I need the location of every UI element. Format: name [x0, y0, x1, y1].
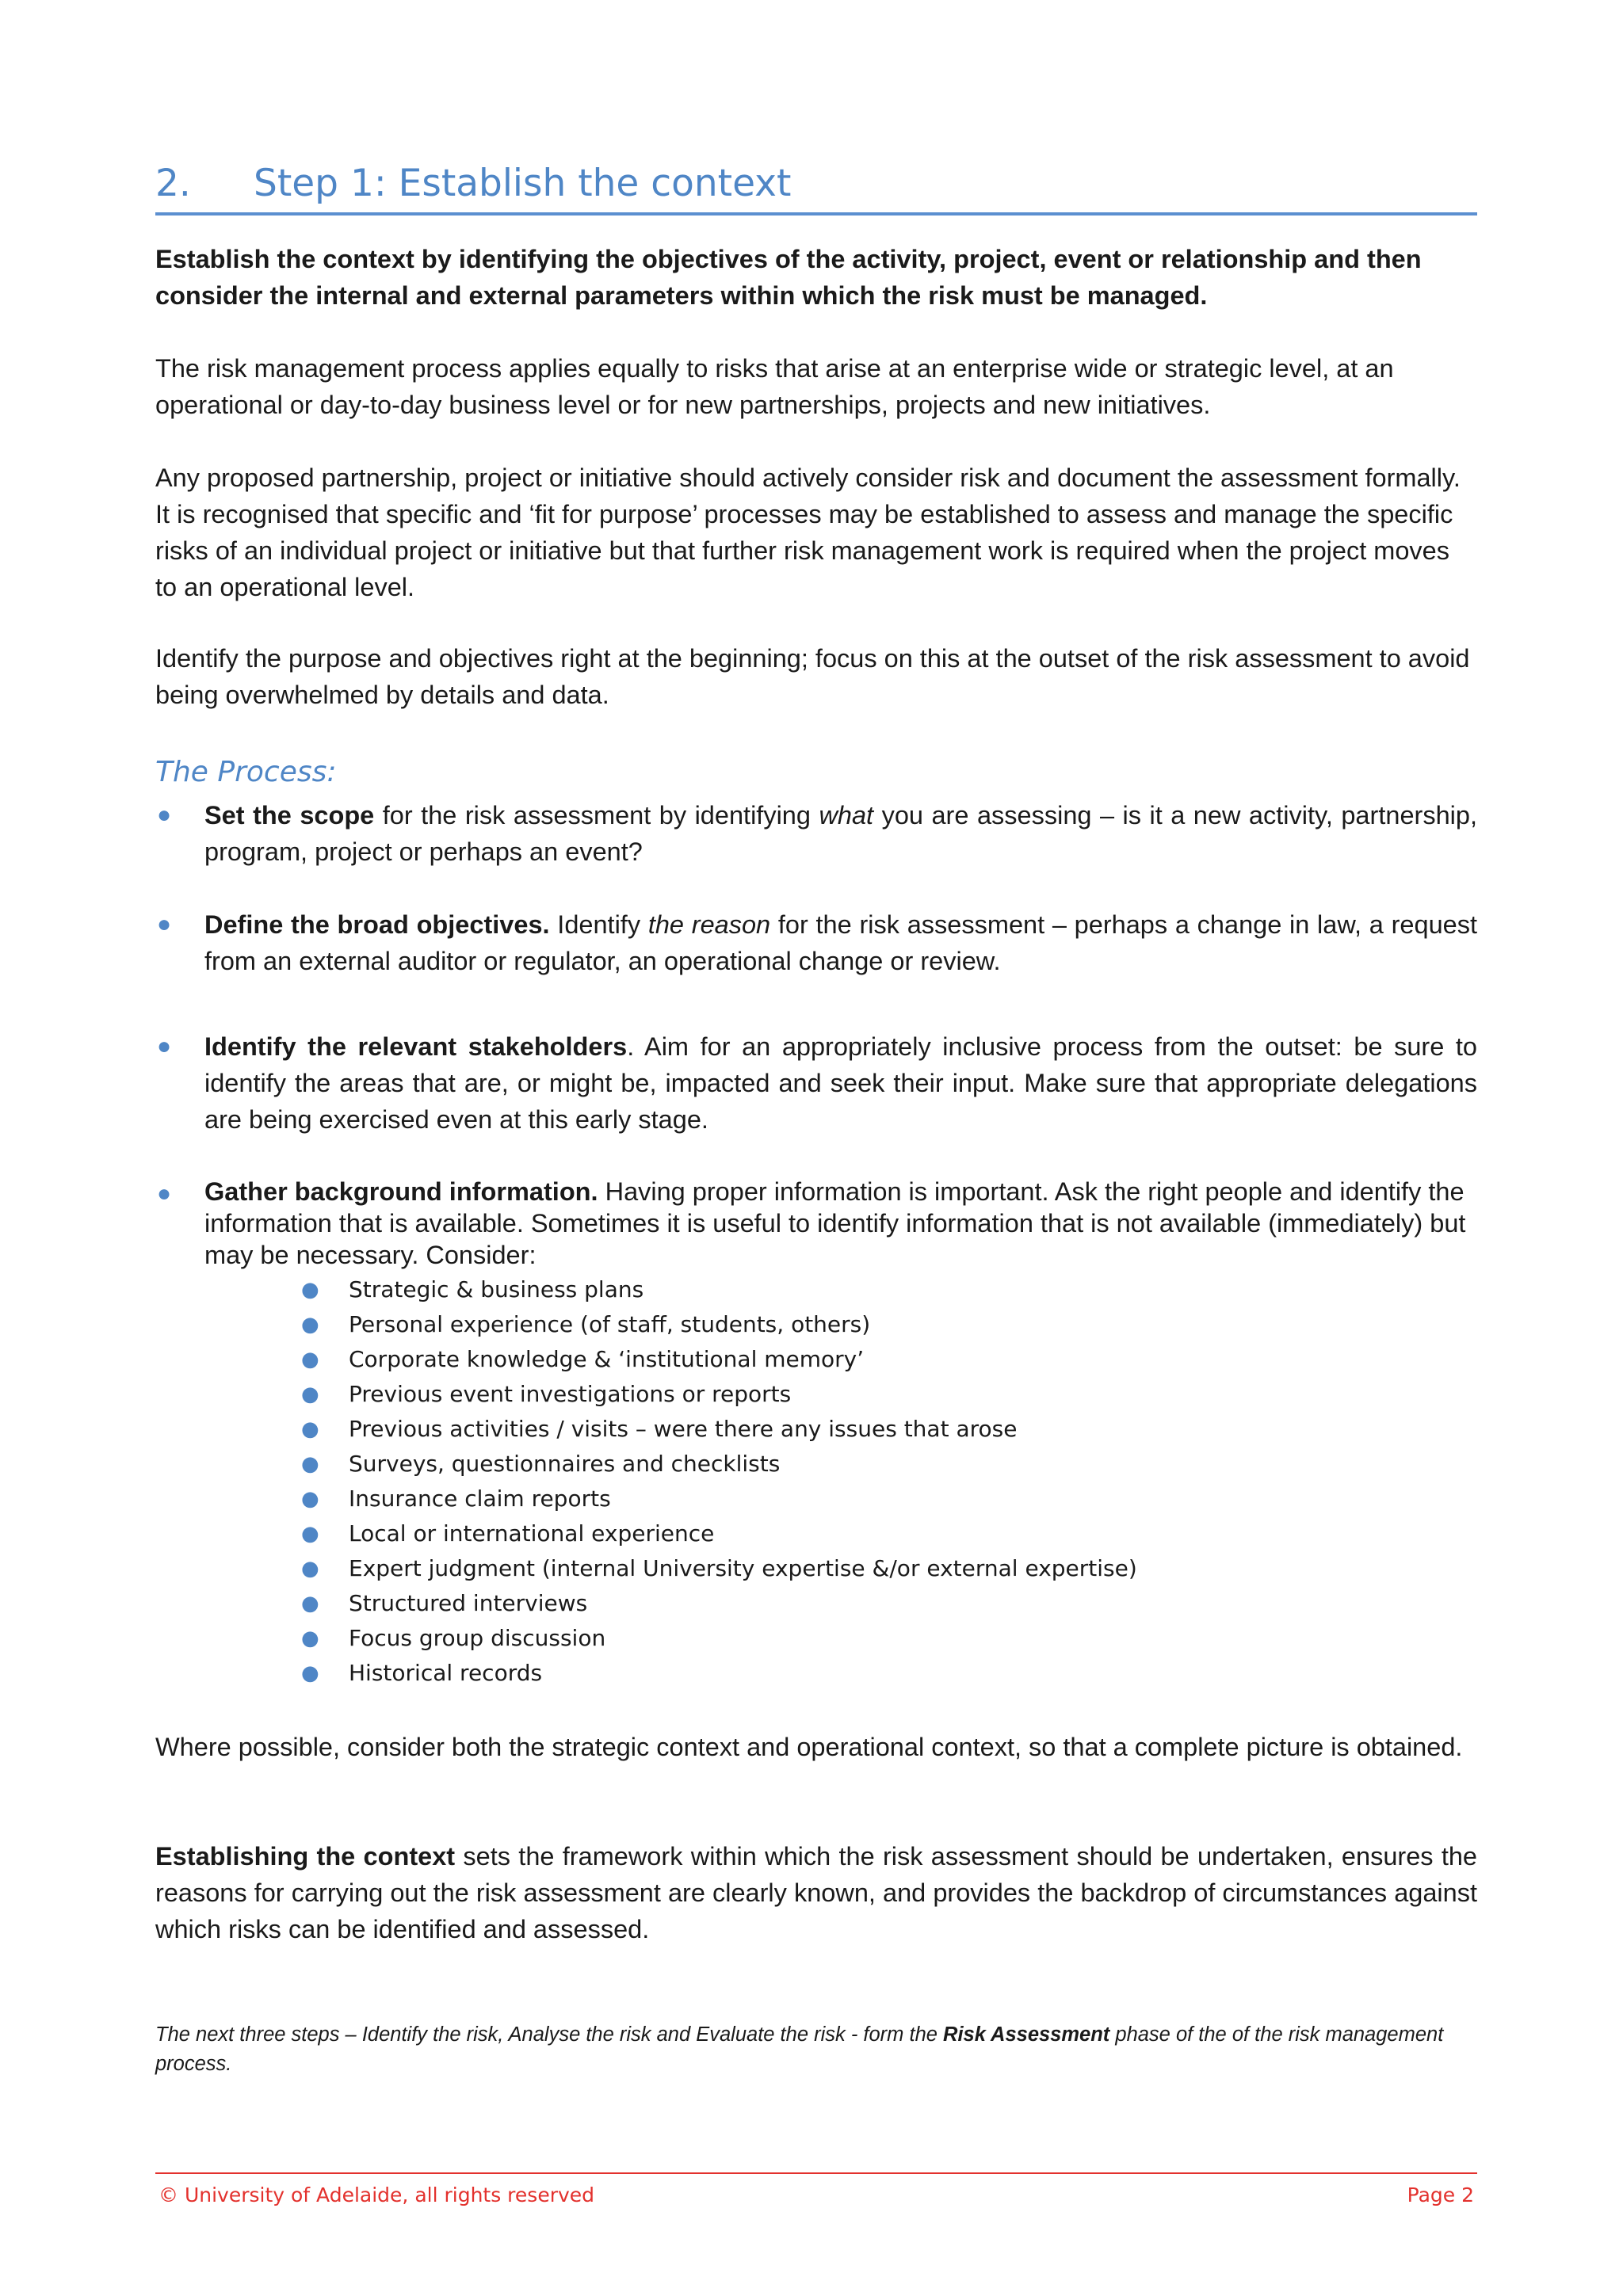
list-item-text: Surveys, questionnaires and checklists: [349, 1451, 781, 1477]
list-item-text: Local or international experience: [349, 1520, 715, 1547]
list-item: [298, 1447, 1137, 1482]
bullet-dot-icon: ●: [301, 1487, 319, 1511]
list-item: [298, 1272, 1137, 1307]
bullet-dot-icon: ●: [301, 1557, 319, 1581]
footnote: [155, 2020, 1477, 2079]
bullet-text: for the risk assessment – perhaps a change in law, a request from an external auditor or regulator, an operational change or review.: [204, 910, 1478, 975]
process-subheading: The Process:: [155, 756, 337, 788]
list-item: [298, 1621, 1137, 1656]
bullet-dot-icon: ●: [301, 1383, 319, 1406]
bullet-dot-icon: ●: [301, 1661, 319, 1685]
paragraph-5-text: sets the framework within which the risk assessment should be undertaken, ensures the reasons for carrying out the risk assessment are clearly known, and provides the backdrop of circumstances against which risks can be identified and assessed.: [155, 1842, 1478, 1943]
bullet-dot-icon: ●: [157, 1180, 172, 1207]
paragraph-3: Identify the purpose and objectives right at the beginning; focus on this at the outset of the risk assessment to avoid being overwhelmed by details and data.: [155, 644, 1470, 709]
paragraph-2: Any proposed partnership, project or initiative should actively consider risk and document the assessment formally. It is recognised that specific and ‘fit for purpose’ processes may be established to assess and manage the specific risks of an individual project or initiative but that further risk management work is required when the project moves to an operational level.: [155, 463, 1461, 601]
section-heading: [155, 155, 1477, 215]
bullet-dot-icon: ●: [301, 1278, 319, 1302]
list-item-text: Insurance claim reports: [349, 1486, 611, 1512]
bullet-dot-icon: ●: [301, 1417, 319, 1441]
bullet-define-objectives: [155, 906, 1477, 979]
bullet-dot-icon: ●: [157, 1033, 172, 1059]
list-item-text: Previous event investigations or reports: [349, 1381, 792, 1407]
paragraph-1: The risk management process applies equally to risks that arise at an enterprise wide or strategic level, at an operational or day-to-day business level or for new partnerships, projects and new initiatives.: [155, 354, 1394, 419]
bullet-lead: Identify the relevant stakeholders: [204, 1032, 628, 1061]
list-item: [298, 1551, 1137, 1586]
list-item-text: Structured interviews: [349, 1590, 588, 1616]
list-item: [298, 1516, 1137, 1551]
footer-copyright: © University of Adelaide, all rights reserved: [158, 2183, 595, 2206]
bullet-text: you are assessing – is it a new activity, partnership, program, project or perhaps an event?: [204, 801, 1477, 866]
bullet-gather-information: [155, 1176, 1477, 1271]
footer-page-number: Page 2: [1407, 2183, 1474, 2206]
bullet-set-scope: [155, 797, 1477, 870]
section-number: 2.: [155, 162, 191, 205]
bullet-dot-icon: ●: [157, 911, 172, 937]
list-item: [298, 1482, 1137, 1516]
list-item-text: Expert judgment (internal University expertise &/or external expertise): [349, 1555, 1137, 1581]
paragraph-4: Where possible, consider both the strategic context and operational context, so that a complete picture is obtained.: [155, 1733, 1463, 1761]
bullet-dot-icon: ●: [301, 1313, 319, 1337]
bullet-text: for the risk assessment by identifying: [374, 801, 819, 830]
information-sources-list: [298, 1272, 1137, 1691]
bullet-lead: Gather background information.: [204, 1177, 598, 1206]
intro-bold-paragraph: Establish the context by identifying the objectives of the activity, project, event or relationship and then consider the internal and external parameters within which the risk must be managed.: [155, 245, 1422, 310]
bullet-dot-icon: ●: [301, 1627, 319, 1650]
section-title: Step 1: Establish the context: [254, 162, 792, 205]
bullet-identify-stakeholders: [155, 1028, 1477, 1138]
list-item: [298, 1412, 1137, 1447]
footnote-text: The next three steps – Identify the risk, Analyse the risk and Evaluate the risk - form the: [155, 2023, 944, 2046]
bullet-text: . Aim for an appropriately inclusive process from the outset: be sure to identify the areas that are, or might be, impacted and seek their input. Make sure that appropriate delegations are being exercised even at this early stage.: [204, 1032, 1478, 1134]
bullet-emphasis: what: [819, 801, 874, 830]
list-item-text: Historical records: [349, 1660, 543, 1686]
list-item-text: Previous activities / visits – were there any issues that arose: [349, 1416, 1018, 1442]
list-item-text: Focus group discussion: [349, 1625, 606, 1651]
bullet-dot-icon: ●: [301, 1592, 319, 1615]
list-item-text: Corporate knowledge & ‘institutional memory’: [349, 1346, 865, 1372]
footnote-text: phase of the of the risk management process.: [155, 2023, 1444, 2075]
footer-divider: [155, 2172, 1477, 2174]
list-item: [298, 1307, 1137, 1342]
paragraph-5-lead: Establishing the context: [155, 1842, 456, 1871]
bullet-dot-icon: ●: [301, 1348, 319, 1371]
bullet-dot-icon: ●: [301, 1452, 319, 1476]
footnote-bold: Risk Assessment: [943, 2023, 1110, 2046]
bullet-text: Identify: [549, 910, 648, 939]
bullet-text: Having proper information is important. Ask the right people and identify the information that is available. Sometimes it is useful to identify information that is not available (immediately) but may be necessary. Consider:: [204, 1177, 1466, 1269]
bullet-dot-icon: ●: [157, 802, 172, 828]
list-item-text: Strategic & business plans: [349, 1276, 644, 1302]
list-item: [298, 1342, 1137, 1377]
list-item-text: Personal experience (of staff, students, others): [349, 1311, 871, 1337]
bullet-dot-icon: ●: [301, 1522, 319, 1546]
paragraph-5: [155, 1838, 1477, 1947]
list-item: [298, 1586, 1137, 1621]
bullet-lead: Set the scope: [204, 801, 375, 830]
list-item: [298, 1377, 1137, 1412]
bullet-lead: Define the broad objectives.: [204, 910, 550, 939]
bullet-emphasis: the reason: [647, 910, 771, 939]
list-item: [298, 1656, 1137, 1691]
